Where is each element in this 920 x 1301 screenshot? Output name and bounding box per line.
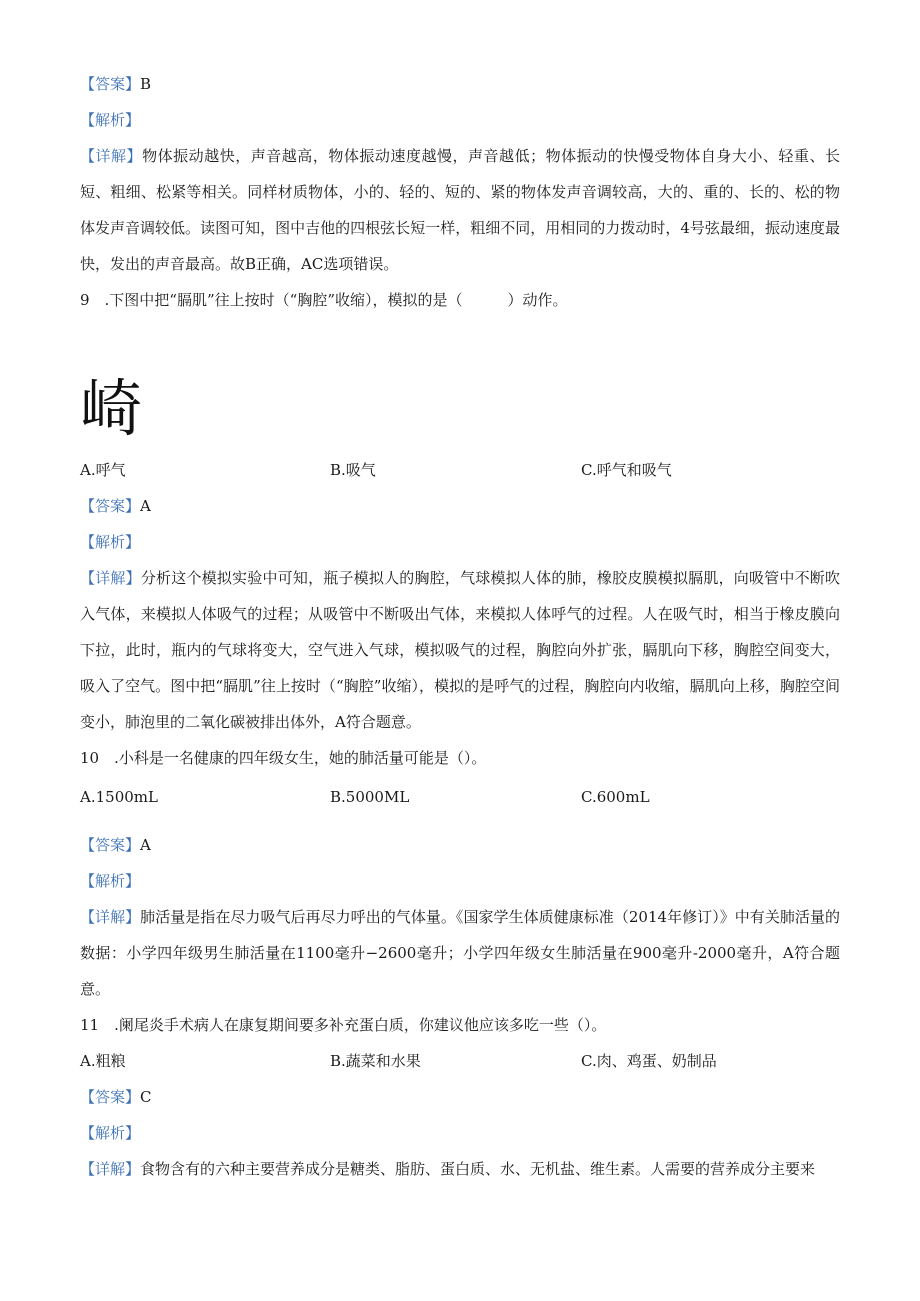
q11-answer: C [140, 1088, 152, 1106]
q8-detail-text: 物体振动越快，声音越高，物体振动速度越慢，声音越低；物体振动的快慢受物体自身大小、轻重、长短、粗细、松紧等相关。同样材质物体，小的、轻的、短的、紧的物体发声音调较高，大的、重的、长的、松的物体发声音调较低。读图可知，图中吉他的四根弦长短一样，粗细不同，用相同的力拨动时，4号弦最细，振动速度最快，发出的声音最高。故B正确，AC选项错误。 [80, 147, 840, 273]
answer-tag: 【答案】 [80, 497, 141, 515]
answer-tag: 【答案】 [80, 1088, 141, 1106]
q9-figure-glyph: 崎 [80, 372, 143, 445]
q8-detail [80, 138, 840, 282]
answer-tag: 【答案】 [80, 836, 141, 854]
detail-tag: 【详解】 [80, 1160, 141, 1178]
analysis-tag: 【解析】 [80, 111, 141, 129]
q10-option-c: C.600mL [581, 788, 650, 806]
q9-question: 9 .下图中把“膈肌”往上按时（“胸腔”收缩），模拟的是（ ）动作。 [80, 291, 568, 309]
q9-option-b: B.吸气 [330, 461, 376, 479]
q8-analysis-heading [80, 102, 140, 138]
q9-detail [80, 560, 840, 740]
q11-answer-line [80, 1079, 152, 1115]
q11-options [80, 1043, 840, 1079]
q10-detail [80, 899, 840, 1007]
q11-analysis-heading [80, 1115, 140, 1151]
detail-tag: 【详解】 [80, 908, 141, 926]
q8-answer: B [140, 75, 152, 93]
q11-question: 11 .阑尾炎手术病人在康复期间要多补充蛋白质，你建议他应该多吃一些（）。 [80, 1016, 607, 1034]
q10-analysis-heading [80, 863, 140, 899]
q9-answer: A [140, 497, 151, 515]
q9-option-c: C.呼气和吸气 [581, 461, 672, 479]
q9-options [80, 452, 840, 488]
q11-option-a: A.粗粮 [80, 1052, 126, 1070]
q10-answer: A [140, 836, 151, 854]
q11-option-c: C.肉、鸡蛋、奶制品 [581, 1052, 717, 1070]
q8-answer-line [80, 66, 151, 102]
q11-detail-text: 食物含有的六种主要营养成分是糖类、脂肪、蛋白质、水、无机盐、维生素。人需要的营养成分主要来 [140, 1160, 816, 1178]
q11-detail [80, 1151, 840, 1187]
detail-tag: 【详解】 [80, 147, 143, 165]
q9-option-a: A.呼气 [80, 461, 126, 479]
q10-detail-text: 肺活量是指在尽力吸气后再尽力呼出的气体量。《国家学生体质健康标准（2014年修订）》中有关肺活量的数据：小学四年级男生肺活量在1100毫升−2600毫升；小学四年级女生肺活量在900毫升-2000毫升，A符合题意。 [80, 908, 840, 998]
q10-option-b: B.5000ML [330, 788, 410, 806]
q9-analysis-heading [80, 524, 140, 560]
q10-options [80, 779, 840, 815]
answer-tag: 【答案】 [80, 75, 141, 93]
q10-question: 10 .小科是一名健康的四年级女生，她的肺活量可能是（）。 [80, 749, 487, 767]
q9-answer-line [80, 488, 151, 524]
q10-option-a: A.1500mL [80, 788, 158, 806]
q9-detail-text: 分析这个模拟实验中可知，瓶子模拟人的胸腔，气球模拟人体的肺，橡胶皮膜模拟膈肌，向吸管中不断吹入气体，来模拟人体吸气的过程；从吸管中不断吸出气体，来模拟人体呼气的过程。人在吸气时，相当于橡皮膜向下拉，此时，瓶内的气球将变大，空气进入气球，模拟吸气的过程，胸腔向外扩张，膈肌向下移，胸腔空间变大，吸入了空气。图中把“膈肌”往上按时（“胸腔”收缩），模拟的是呼气的过程，胸腔向内收缩，膈肌向上移，胸腔空间变小，肺泡里的二氧化碳被排出体外，A符合题意。 [80, 569, 840, 731]
analysis-tag: 【解析】 [80, 1124, 141, 1142]
q11-option-b: B.蔬菜和水果 [330, 1052, 421, 1070]
analysis-tag: 【解析】 [80, 872, 141, 890]
detail-tag: 【详解】 [80, 569, 141, 587]
q10-answer-line [80, 827, 151, 863]
analysis-tag: 【解析】 [80, 533, 141, 551]
